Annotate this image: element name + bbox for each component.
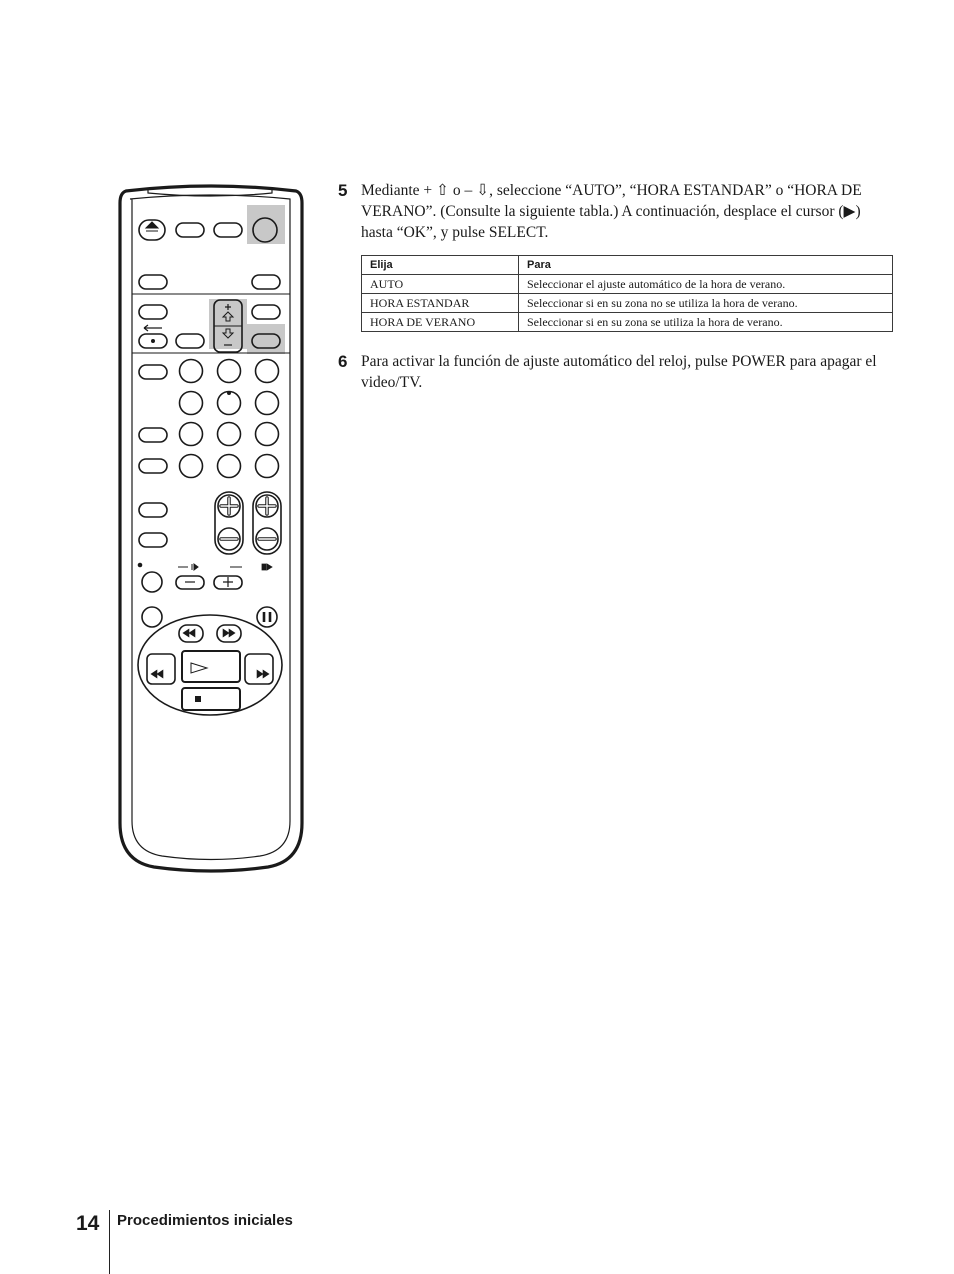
table-row	[362, 313, 893, 332]
table-cell-option: HORA ESTANDAR	[362, 294, 519, 313]
pause-icon	[257, 607, 277, 627]
table-row	[362, 275, 893, 294]
table-cell-description: Seleccionar el ajuste automático de la hora de verano.	[519, 275, 893, 294]
rewind-icon	[147, 654, 175, 684]
step-6-text: Para activar la función de ajuste automático del reloj, pulse POWER para apagar el video/TV.	[361, 353, 877, 391]
fast-forward-icon	[245, 654, 273, 684]
table-cell-option: AUTO	[362, 275, 519, 294]
step-5-number: 5	[338, 181, 348, 200]
table-header-row	[362, 256, 893, 275]
stop-icon	[182, 688, 240, 710]
step-6-number: 6	[338, 352, 348, 371]
footer-divider	[109, 1210, 110, 1274]
table-header-para: Para	[519, 256, 893, 275]
eject-icon	[146, 222, 158, 231]
table-cell-option: HORA DE VERANO	[362, 313, 519, 332]
record-icon	[138, 563, 143, 568]
options-table	[361, 255, 893, 332]
section-title: Procedimientos iniciales	[117, 1212, 293, 1229]
page-number: 14	[76, 1212, 100, 1235]
table-header-elija: Elija	[362, 256, 519, 275]
table-row	[362, 294, 893, 313]
table-cell-description: Seleccionar si en su zona no se utiliza la hora de verano.	[519, 294, 893, 313]
step-5-text: Mediante + ⇧ o – ⇩, seleccione “AUTO”, “HORA ESTANDAR” o “HORA DE VERANO”. (Consulte la siguiente tabla.) A continuación, desplace el cursor (▶) hasta “OK”, y pulse SELECT.	[361, 182, 862, 241]
table-cell-description: Seleccionar si en su zona se utiliza la hora de verano.	[519, 313, 893, 332]
power-highlight	[247, 205, 285, 244]
transport-cluster	[138, 615, 282, 715]
remote-control-illustration	[118, 183, 304, 873]
